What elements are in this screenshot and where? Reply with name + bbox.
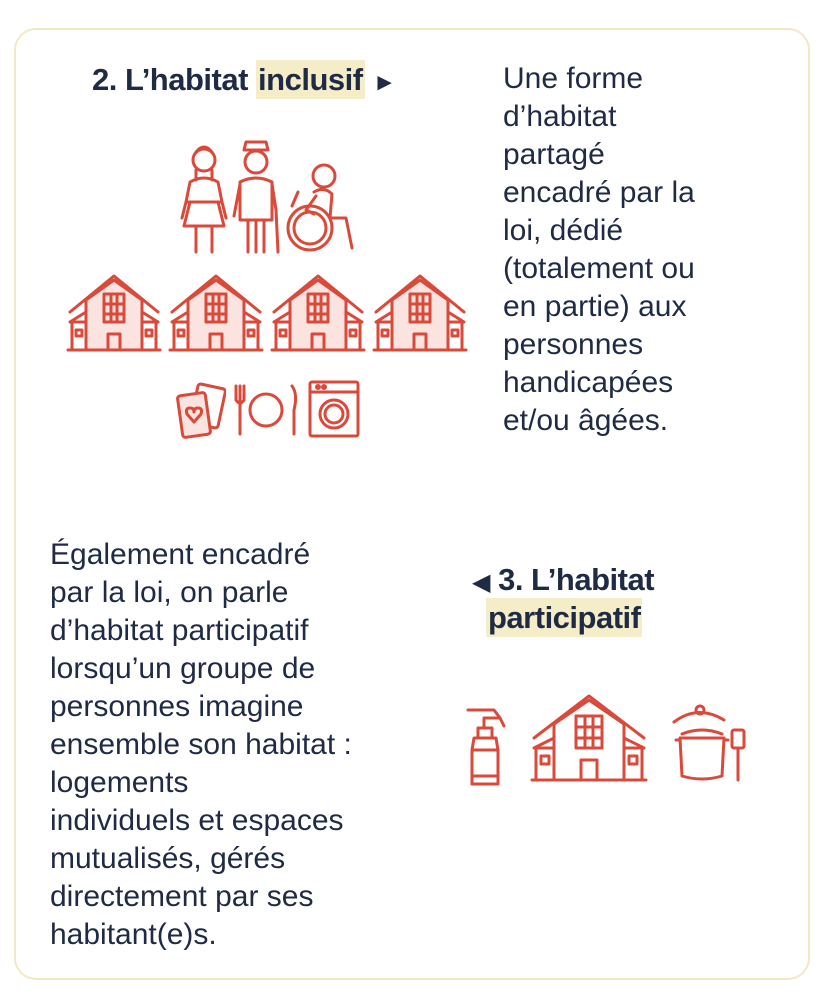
section3-title bbox=[472, 562, 654, 598]
washing-machine-icon bbox=[306, 378, 362, 440]
section2-line: encadré par la bbox=[503, 176, 695, 209]
section2-line: handicapées bbox=[503, 366, 674, 399]
plate-and-cutlery-icon bbox=[232, 382, 300, 438]
section2-line: Une forme bbox=[503, 62, 644, 95]
section3-line: individuels et espaces bbox=[50, 804, 344, 837]
building-icon bbox=[372, 272, 468, 354]
section3-line: habitant(e)s. bbox=[50, 918, 217, 951]
section2-line: partagé bbox=[503, 138, 605, 171]
section3-line: mutualisés, gérés bbox=[50, 842, 286, 875]
section3-number: 3. L’habitat bbox=[498, 562, 655, 597]
section2-line: et/ou âgées. bbox=[503, 404, 669, 437]
wheelchair-user-icon bbox=[284, 160, 364, 256]
section2-arrow-icon: ► bbox=[372, 69, 396, 96]
section3-line: d’habitat participatif bbox=[50, 614, 309, 647]
section2-description bbox=[503, 60, 803, 440]
section3-highlight: participatif bbox=[488, 600, 641, 635]
elderly-woman-icon bbox=[176, 140, 232, 256]
section2-line: d’habitat bbox=[503, 100, 617, 133]
section3-title-highlight bbox=[486, 600, 642, 636]
section2-highlight: inclusif bbox=[258, 62, 363, 97]
cooking-pot-icon bbox=[670, 700, 756, 786]
section3-line: personnes imagine bbox=[50, 690, 304, 723]
section2-line: (totalement ou bbox=[503, 252, 695, 285]
section3-arrow-icon: ◀ bbox=[472, 569, 490, 596]
building-icon bbox=[66, 272, 162, 354]
section3-description bbox=[50, 536, 430, 954]
section2-line: en partie) aux bbox=[503, 290, 687, 323]
elderly-man-with-cane-icon bbox=[228, 140, 288, 256]
section3-line: par la loi, on parle bbox=[50, 576, 289, 609]
playing-cards-icon bbox=[176, 382, 226, 440]
section2-line: personnes bbox=[503, 328, 644, 361]
section3-line: logements bbox=[50, 766, 189, 799]
building-icon bbox=[270, 272, 366, 354]
section3-line: Également encadré bbox=[50, 538, 311, 571]
building-icon bbox=[530, 692, 648, 784]
section2-number: 2. L’habitat bbox=[92, 62, 248, 97]
spray-bottle-icon bbox=[464, 704, 508, 788]
section3-line: lorsqu’un groupe de bbox=[50, 652, 316, 685]
section2-title bbox=[92, 62, 396, 98]
building-icon bbox=[168, 272, 264, 354]
section3-line: ensemble son habitat : bbox=[50, 728, 352, 761]
section3-line: directement par ses bbox=[50, 880, 314, 913]
section2-line: loi, dédié bbox=[503, 214, 624, 247]
